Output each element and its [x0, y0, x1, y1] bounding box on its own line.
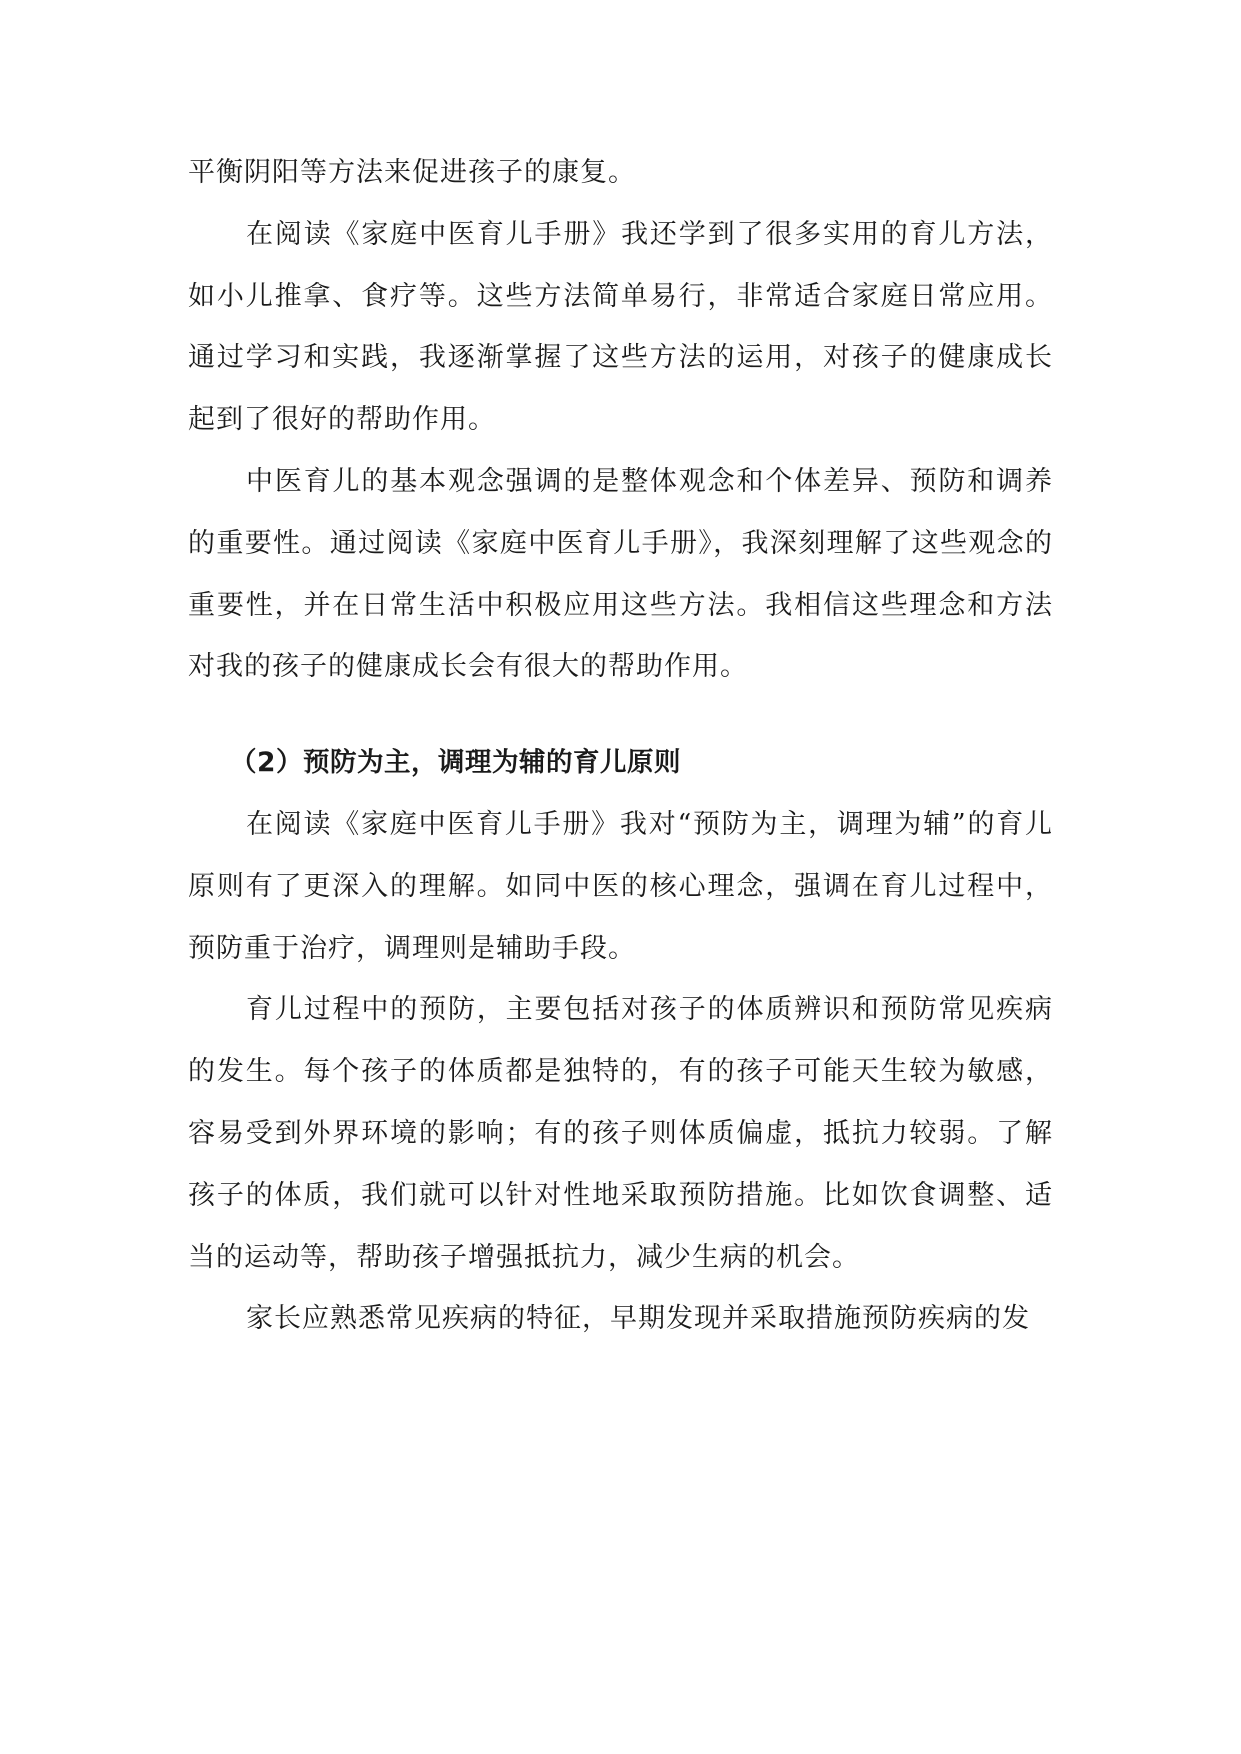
paragraph-prevention-principle: 在阅读《家庭中医育儿手册》我对“预防为主，调理为辅”的育儿原则有了更深入的理解。如同中医的核心理念，强调在育儿过程中，预防重于治疗，调理则是辅助手段。	[188, 808, 1053, 964]
document-body	[188, 142, 1053, 1350]
paragraph-parents-awareness: 家长应熟悉常见疾病的特征，早期发现并采取措施预防疾病的发	[246, 1303, 1030, 1335]
paragraph-continuation: 平衡阴阳等方法来促进孩子的康复。	[188, 157, 636, 188]
paragraph-practical-methods: 在阅读《家庭中医育儿手册》我还学到了很多实用的育儿方法，如小儿推拿、食疗等。这些方法简单易行，非常适合家庭日常应用。通过学习和实践，我逐渐掌握了这些方法的运用，对孩子的健康成长起到了很好的帮助作用。	[188, 218, 1053, 436]
paragraph-basic-concepts: 中医育儿的基本观念强调的是整体观念和个体差异、预防和调养的重要性。通过阅读《家庭中医育儿手册》，我深刻理解了这些观念的重要性，并在日常生活中积极应用这些方法。我相信这些理念和方法对我的孩子的健康成长会有很大的帮助作用。	[188, 465, 1053, 683]
section-heading: （2）预防为主，调理为辅的育儿原则	[230, 747, 681, 779]
paragraph-constitution-prevention: 育儿过程中的预防，主要包括对孩子的体质辨识和预防常见疾病的发生。每个孩子的体质都是独特的，有的孩子可能天生较为敏感，容易受到外界环境的影响；有的孩子则体质偏虚，抵抗力较弱。了解孩子的体质，我们就可以针对性地采取预防措施。比如饮食调整、适当的运动等，帮助孩子增强抵抗力，减少生病的机会。	[188, 994, 1053, 1273]
